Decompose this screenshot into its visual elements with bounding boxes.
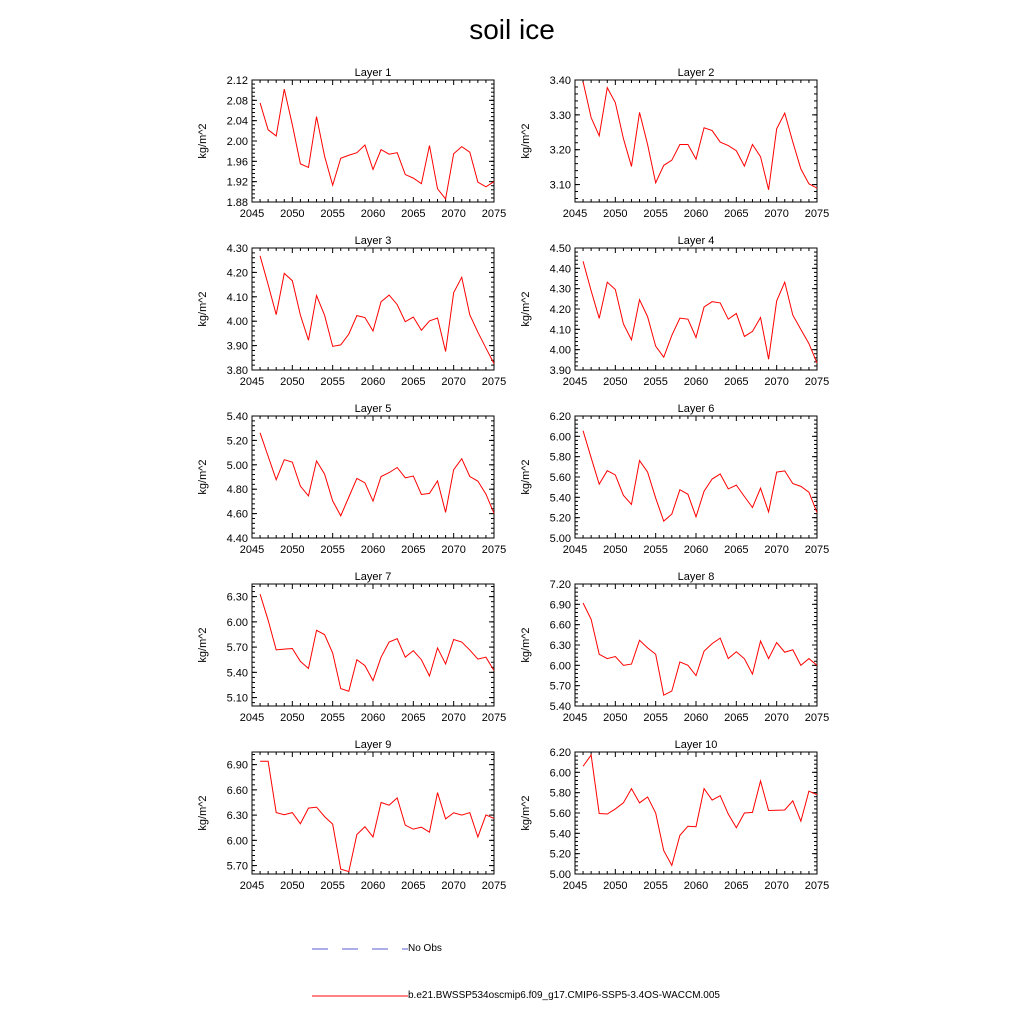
y-axis-label: kg/m^2	[197, 459, 209, 495]
y-tick-label: 6.00	[226, 616, 248, 629]
x-tick-label: 2060	[360, 712, 386, 724]
x-tick-label: 2055	[643, 376, 668, 388]
y-axis-label: kg/m^2	[520, 291, 532, 327]
y-tick-label: 3.40	[549, 75, 571, 87]
x-tick-label: 2045	[562, 208, 588, 220]
y-tick-label: 2.00	[226, 136, 248, 148]
x-tick-label: 2075	[804, 880, 830, 892]
series-line	[260, 89, 494, 199]
x-tick-label: 2070	[764, 208, 789, 220]
series-line	[583, 261, 817, 363]
x-tick-label: 2045	[239, 544, 265, 556]
y-tick-label: 3.90	[549, 365, 571, 377]
x-tick-label: 2070	[764, 712, 789, 724]
y-tick-label: 5.80	[549, 787, 571, 800]
y-tick-label: 5.40	[226, 411, 248, 423]
y-tick-label: 6.60	[226, 784, 248, 797]
plot-frame	[252, 416, 494, 538]
x-tick-label: 2055	[643, 544, 668, 556]
x-tick-label: 2050	[603, 544, 628, 556]
y-tick-label: 6.20	[549, 747, 571, 759]
x-tick-label: 2075	[481, 880, 507, 892]
x-tick-label: 2050	[280, 376, 305, 388]
x-tick-label: 2075	[804, 376, 830, 388]
panel-layer-3	[197, 235, 506, 388]
series-line	[583, 603, 817, 695]
y-tick-label: 7.20	[549, 579, 571, 591]
panel-title: Layer 1	[354, 67, 392, 79]
x-tick-label: 2070	[441, 712, 466, 724]
y-tick-label: 6.90	[549, 599, 571, 612]
y-tick-label: 2.04	[226, 115, 248, 128]
x-tick-label: 2070	[441, 880, 466, 892]
y-tick-label: 3.20	[549, 144, 571, 157]
y-axis-label: kg/m^2	[520, 627, 532, 663]
y-axis-label: kg/m^2	[520, 123, 532, 159]
panel-layer-10	[520, 739, 829, 892]
panel-layer-6	[520, 403, 829, 556]
x-tick-label: 2070	[764, 880, 789, 892]
y-tick-label: 6.60	[549, 619, 571, 632]
x-tick-label: 2070	[441, 376, 466, 388]
x-tick-label: 2050	[603, 880, 628, 892]
panel-title: Layer 3	[354, 235, 392, 247]
y-tick-label: 4.30	[226, 243, 248, 255]
x-tick-label: 2060	[360, 208, 386, 220]
plot-frame	[252, 80, 494, 202]
x-tick-label: 2055	[320, 544, 345, 556]
legend-model-label: b.e21.BWSSP534oscmip6.f09_g17.CMIP6-SSP5-3.4OS-WACCM.005	[408, 990, 720, 1001]
y-axis-label: kg/m^2	[197, 795, 209, 831]
x-tick-label: 2045	[562, 712, 588, 724]
panel-title: Layer 10	[674, 739, 718, 751]
x-tick-label: 2055	[320, 712, 345, 724]
y-tick-label: 6.20	[549, 411, 571, 423]
plot-frame	[252, 584, 494, 706]
panel-layer-4	[520, 235, 829, 388]
y-tick-label: 6.90	[226, 759, 248, 772]
y-tick-label: 1.92	[226, 176, 248, 189]
y-tick-label: 5.40	[549, 492, 571, 505]
x-tick-label: 2045	[239, 208, 265, 220]
y-tick-label: 4.10	[226, 291, 248, 304]
x-tick-label: 2065	[401, 880, 426, 892]
panel-layer-5	[197, 403, 506, 556]
legend-model-swatch	[312, 991, 408, 1001]
x-tick-label: 2075	[804, 712, 830, 724]
x-tick-label: 2065	[724, 208, 749, 220]
legend-model	[312, 990, 720, 1001]
y-tick-label: 4.60	[226, 508, 248, 521]
x-tick-label: 2060	[360, 544, 386, 556]
x-tick-label: 2070	[441, 208, 466, 220]
x-tick-label: 2055	[643, 208, 668, 220]
x-tick-label: 2075	[804, 208, 830, 220]
y-tick-label: 5.80	[549, 451, 571, 464]
x-tick-label: 2055	[643, 712, 668, 724]
panel-layer-8	[520, 571, 829, 724]
x-tick-label: 2050	[280, 712, 305, 724]
y-tick-label: 6.30	[226, 591, 248, 604]
y-tick-label: 6.00	[549, 431, 571, 444]
y-axis-label: kg/m^2	[197, 291, 209, 327]
y-tick-label: 5.60	[549, 472, 571, 484]
x-tick-label: 2045	[562, 880, 588, 892]
y-tick-label: 4.00	[549, 344, 571, 357]
x-tick-label: 2070	[764, 544, 789, 556]
x-tick-label: 2075	[481, 208, 507, 220]
y-tick-label: 3.10	[549, 179, 571, 192]
panel-layer-1	[197, 67, 506, 220]
x-tick-label: 2075	[481, 712, 507, 724]
y-tick-label: 5.10	[226, 692, 248, 705]
y-tick-label: 3.80	[226, 365, 248, 377]
panel-title: Layer 8	[677, 571, 715, 583]
x-tick-label: 2045	[239, 376, 265, 388]
x-tick-label: 2050	[603, 712, 628, 724]
y-tick-label: 5.40	[549, 701, 571, 713]
y-tick-label: 5.60	[549, 808, 571, 820]
series-line	[260, 433, 494, 516]
y-tick-label: 3.30	[549, 109, 571, 122]
plot-frame	[575, 248, 817, 370]
y-tick-label: 4.30	[549, 283, 571, 296]
x-tick-label: 2050	[603, 376, 628, 388]
x-tick-label: 2060	[683, 880, 709, 892]
panel-title: Layer 5	[354, 403, 392, 415]
y-tick-label: 2.08	[226, 95, 248, 108]
y-axis-label: kg/m^2	[197, 627, 209, 663]
x-tick-label: 2045	[562, 544, 588, 556]
x-tick-label: 2065	[401, 376, 426, 388]
x-tick-label: 2060	[360, 376, 386, 388]
y-tick-label: 5.40	[226, 667, 248, 680]
panel-title: Layer 7	[354, 571, 392, 583]
y-tick-label: 6.00	[549, 660, 571, 673]
plot-frame	[252, 248, 494, 370]
series-line	[583, 431, 817, 521]
y-tick-label: 5.00	[549, 869, 571, 881]
x-tick-label: 2055	[320, 880, 345, 892]
plot-frame	[575, 584, 817, 706]
plot-frame	[575, 752, 817, 874]
y-tick-label: 6.00	[549, 767, 571, 780]
y-axis-label: kg/m^2	[520, 459, 532, 495]
y-tick-label: 5.70	[226, 642, 248, 655]
y-tick-label: 4.80	[226, 484, 248, 497]
x-tick-label: 2075	[481, 376, 507, 388]
x-tick-label: 2065	[724, 376, 749, 388]
legend-obs-label: No Obs	[408, 943, 442, 954]
y-tick-label: 5.20	[226, 435, 248, 448]
page-title: soil ice	[469, 14, 555, 45]
panel-layer-9	[197, 739, 506, 892]
x-tick-label: 2055	[320, 208, 345, 220]
x-tick-label: 2045	[562, 376, 588, 388]
y-tick-label: 1.88	[226, 197, 248, 209]
x-tick-label: 2045	[239, 880, 265, 892]
y-tick-label: 5.00	[226, 459, 248, 472]
x-tick-label: 2070	[441, 544, 466, 556]
panel-title: Layer 2	[677, 67, 715, 79]
plot-frame	[252, 752, 494, 874]
x-tick-label: 2075	[804, 544, 830, 556]
y-tick-label: 4.00	[226, 316, 248, 329]
x-tick-label: 2060	[683, 712, 709, 724]
x-tick-label: 2065	[401, 208, 426, 220]
y-tick-label: 4.50	[549, 243, 571, 255]
plot-frame	[575, 80, 817, 202]
x-tick-label: 2065	[724, 544, 749, 556]
x-tick-label: 2055	[643, 880, 668, 892]
y-tick-label: 4.10	[549, 324, 571, 337]
y-tick-label: 4.20	[226, 267, 248, 280]
y-tick-label: 5.20	[549, 512, 571, 525]
x-tick-label: 2055	[320, 376, 345, 388]
x-tick-label: 2065	[724, 712, 749, 724]
y-tick-label: 5.70	[226, 860, 248, 873]
x-tick-label: 2045	[239, 712, 265, 724]
legend-obs	[312, 943, 442, 954]
x-tick-label: 2050	[603, 208, 628, 220]
x-tick-label: 2065	[401, 712, 426, 724]
series-line	[583, 82, 817, 190]
x-tick-label: 2050	[280, 208, 305, 220]
x-tick-label: 2050	[280, 880, 305, 892]
y-tick-label: 4.20	[549, 304, 571, 316]
y-tick-label: 6.00	[226, 835, 248, 848]
y-tick-label: 6.30	[549, 640, 571, 652]
panel-layer-7	[197, 571, 506, 724]
series-line	[260, 256, 494, 364]
y-tick-label: 5.40	[549, 828, 571, 841]
x-tick-label: 2050	[280, 544, 305, 556]
plot-frame	[575, 416, 817, 538]
legend-obs-swatch	[312, 944, 408, 954]
panel-title: Layer 6	[677, 403, 715, 415]
x-tick-label: 2065	[401, 544, 426, 556]
x-tick-label: 2060	[683, 208, 709, 220]
y-tick-label: 4.40	[549, 263, 571, 276]
y-tick-label: 5.70	[549, 680, 571, 693]
x-tick-label: 2060	[683, 376, 709, 388]
x-tick-label: 2070	[764, 376, 789, 388]
x-tick-label: 2065	[724, 880, 749, 892]
x-tick-label: 2060	[360, 880, 386, 892]
y-tick-label: 1.96	[226, 156, 248, 169]
y-tick-label: 4.40	[226, 533, 248, 545]
panel-title: Layer 9	[354, 739, 392, 751]
y-tick-label: 5.00	[549, 533, 571, 545]
y-tick-label: 2.12	[226, 75, 248, 87]
panel-layer-2	[520, 67, 829, 220]
y-axis-label: kg/m^2	[520, 795, 532, 831]
series-line	[260, 594, 494, 691]
x-tick-label: 2075	[481, 544, 507, 556]
panel-title: Layer 4	[677, 235, 715, 247]
y-axis-label: kg/m^2	[197, 123, 209, 159]
y-tick-label: 6.30	[226, 810, 248, 823]
series-line	[260, 761, 494, 871]
y-tick-label: 5.20	[549, 848, 571, 861]
series-line	[583, 755, 817, 865]
y-tick-label: 3.90	[226, 340, 248, 353]
x-tick-label: 2060	[683, 544, 709, 556]
